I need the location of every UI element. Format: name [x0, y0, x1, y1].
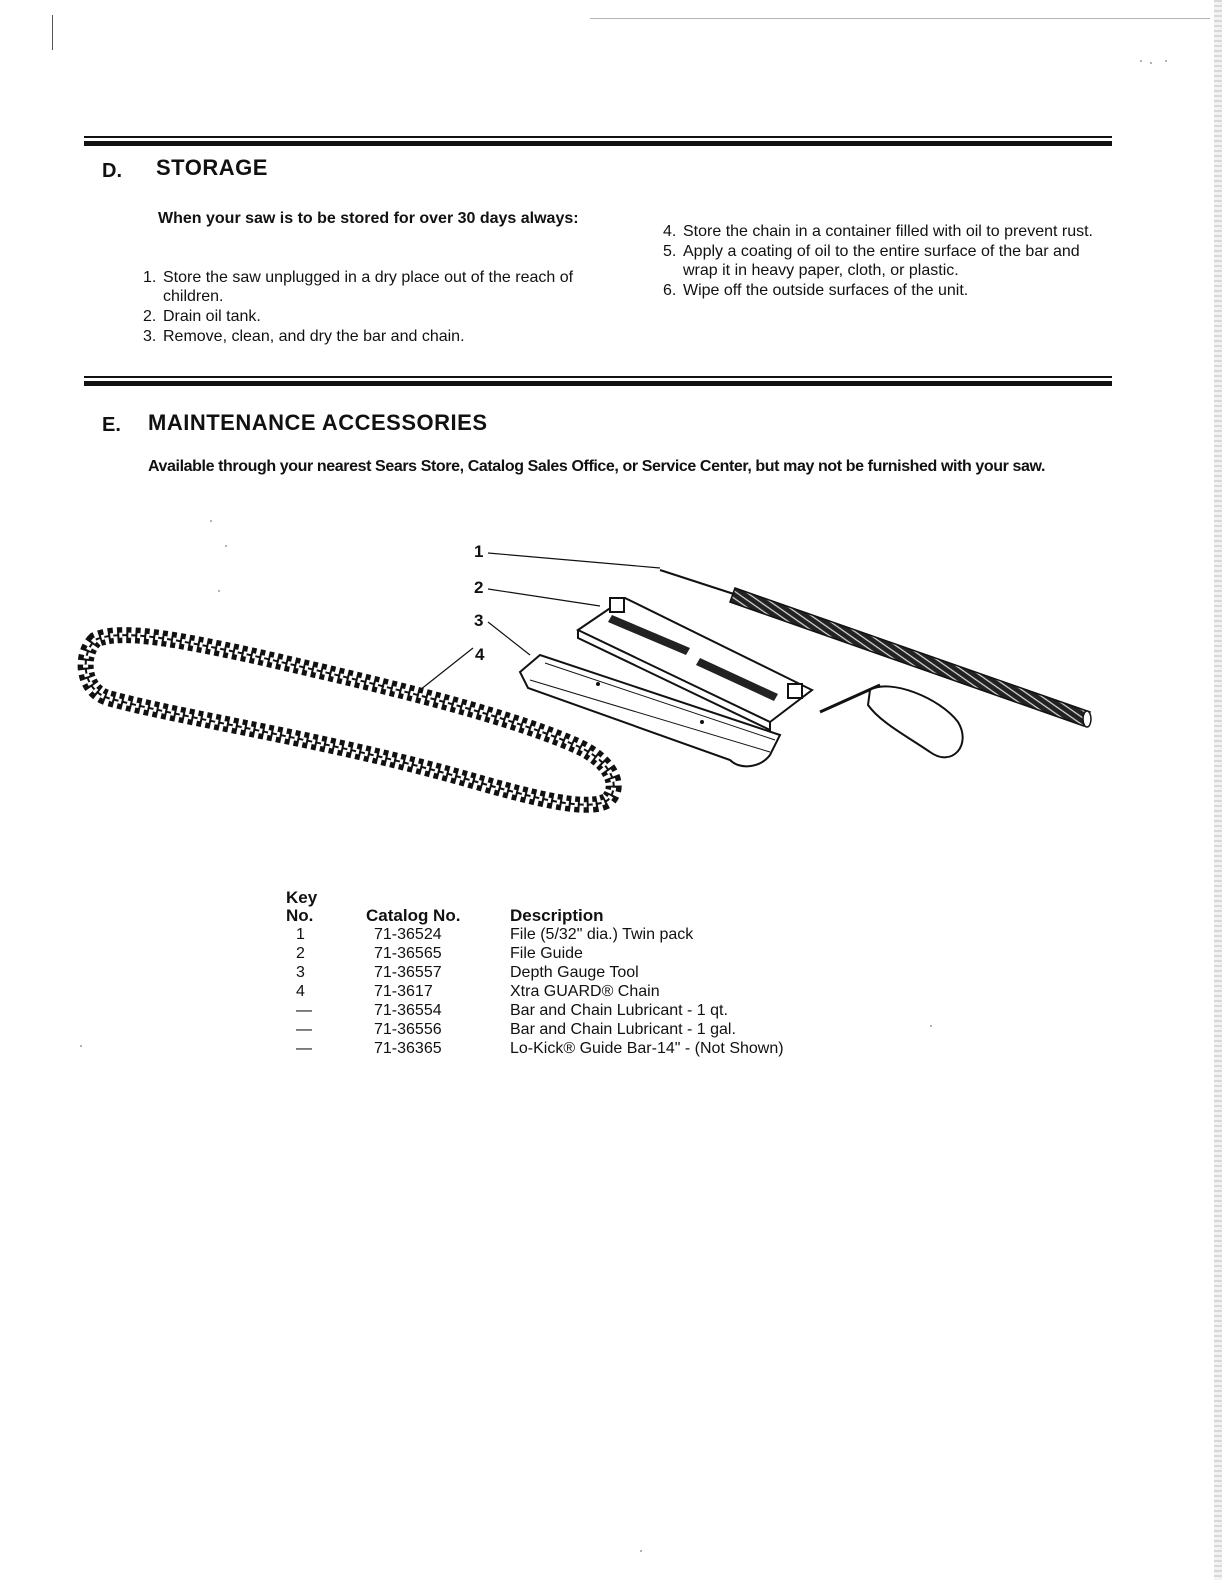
scan-speck [1165, 60, 1167, 62]
storage-item-number: 2. [143, 308, 157, 325]
callout-3: 3 [474, 611, 484, 630]
row-description: Lo-Kick® Guide Bar-14" - (Not Shown) [510, 1040, 784, 1057]
row-key-no: — [296, 1002, 312, 1019]
row-catalog-no: 71-36556 [374, 1021, 442, 1038]
scan-speck [640, 1550, 642, 1552]
section-e-letter: E. [102, 414, 121, 436]
table-row [286, 963, 850, 982]
storage-item-number: 4. [663, 223, 677, 240]
table-row [286, 1001, 850, 1020]
storage-item-text: Drain oil tank. [163, 308, 261, 325]
callout-2: 2 [474, 578, 484, 597]
row-description: Bar and Chain Lubricant - 1 gal. [510, 1021, 736, 1038]
header-description: Description [510, 906, 604, 925]
row-key-no: 3 [296, 964, 305, 981]
row-description: File (5/32" dia.) Twin pack [510, 926, 694, 943]
row-description: Depth Gauge Tool [510, 964, 639, 981]
storage-item-text: Apply a coating of oil to the entire surface of the bar and wrap it in heavy paper, cloth, or plastic. [683, 243, 1080, 279]
table-row [286, 925, 850, 944]
scan-speck [80, 1045, 82, 1047]
row-description: Bar and Chain Lubricant - 1 qt. [510, 1002, 728, 1019]
storage-item-number: 3. [143, 328, 157, 345]
scan-speck [1140, 60, 1142, 62]
row-catalog-no: 71-36557 [374, 964, 442, 981]
storage-item-text: Store the saw unplugged in a dry place out of the reach of children. [163, 269, 574, 305]
header-key-line1: Key [286, 888, 318, 907]
row-catalog-no: 71-36554 [374, 1002, 442, 1019]
section-e-title: MAINTENANCE ACCESSORIES [148, 410, 488, 435]
row-description: Xtra GUARD® Chain [510, 983, 660, 1000]
storage-item-number: 1. [143, 269, 157, 286]
row-key-no: 4 [296, 983, 305, 1000]
row-key-no: — [296, 1040, 312, 1057]
storage-item-number: 6. [663, 282, 677, 299]
storage-item-text: Wipe off the outside surfaces of the unit. [683, 282, 969, 299]
availability-note: Available through your nearest Sears Store, Catalog Sales Office, or Service Center, but may not be furnished with your saw. [148, 458, 1046, 475]
table-header-row [286, 889, 850, 925]
header-key-no [286, 889, 362, 925]
table-row [286, 944, 850, 963]
scan-speck [930, 1025, 932, 1027]
row-key-no: — [296, 1021, 312, 1038]
callout-4: 4 [475, 645, 485, 664]
storage-item-text: Store the chain in a container filled with oil to prevent rust. [683, 223, 1093, 240]
row-key-no: 1 [296, 926, 305, 943]
accessories-table [286, 889, 850, 1058]
section-d-letter: D. [102, 160, 122, 182]
row-catalog-no: 71-36524 [374, 926, 442, 943]
storage-intro: When your saw is to be stored for over 30 days always: [158, 210, 579, 227]
table-row [286, 982, 850, 1001]
section-d-title: STORAGE [156, 155, 268, 180]
header-catalog-no: Catalog No. [366, 906, 461, 925]
callout-1: 1 [474, 542, 484, 561]
scan-speck [210, 520, 212, 522]
scan-speck [225, 545, 227, 547]
row-catalog-no: 71-36565 [374, 945, 442, 962]
row-key-no: 2 [296, 945, 305, 962]
header-key-line2: No. [286, 906, 314, 925]
row-description: File Guide [510, 945, 583, 962]
table-row [286, 1020, 850, 1039]
storage-item-text: Remove, clean, and dry the bar and chain. [163, 328, 465, 345]
row-catalog-no: 71-3617 [374, 983, 433, 1000]
table-row [286, 1039, 850, 1058]
scan-speck [218, 590, 220, 592]
row-catalog-no: 71-36365 [374, 1040, 442, 1057]
storage-item-number: 5. [663, 243, 677, 260]
scan-speck [1150, 62, 1152, 64]
